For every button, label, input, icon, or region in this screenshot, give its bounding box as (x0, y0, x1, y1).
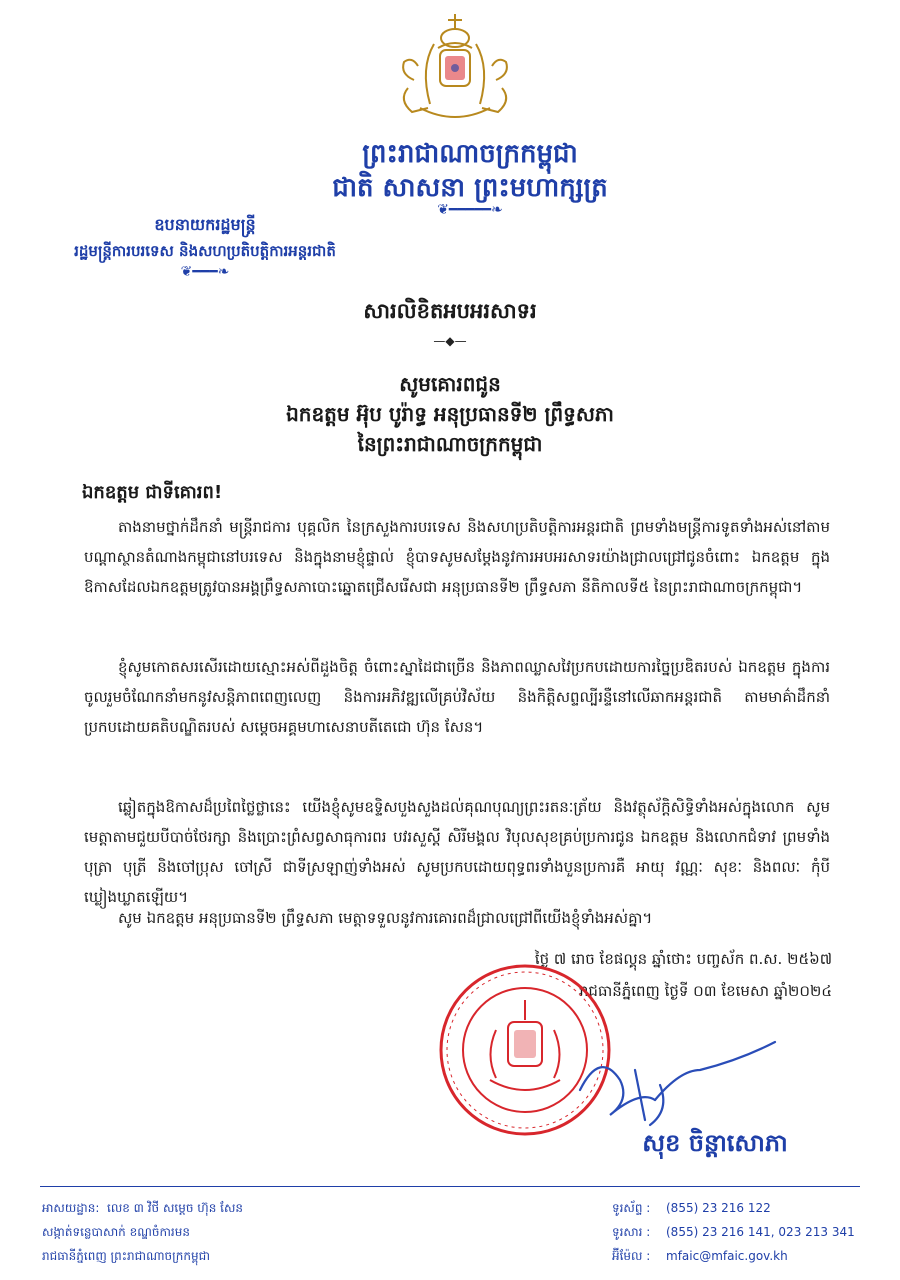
footer-address-row-3: រាជធានីភ្នំពេញ ព្រះរាជាណាចក្រកម្ពុជា (42, 1249, 210, 1263)
kingdom-motto: ជាតិ សាសនា ព្រះមហាក្សត្រ (332, 173, 608, 203)
ministry-subtitle: រដ្ឋមន្ត្រីការបរទេស និងសហប្រតិបត្តិការអន្តរជាតិ (74, 242, 336, 260)
paragraph-text: ឆ្លៀតក្នុងឱកាសដ៏ប្រពៃថ្លៃថ្លានេះ យើងខ្ញុំសូមឧទ្ទិសបួងសួងដល់គុណបុណ្យព្រះរតនៈត្រ័យ និងវត្ថុស័ក្តិសិទ្ធិទាំងអស់ក្នុងលោក សូមមេត្តាតាមជួយបីបាច់ថែរក្សា និងប្រោះព្រំសព្វសាធុការពរ បវរសួស្តី សិរីមង្គល វិបុលសុខគ្រប់ប្រការជូន ឯកឧត្តម និងលោកជំទាវ ព្រមទាំង បុត្រា បុត្រី និងចៅប្រុស ចៅស្រី ជាទីស្រឡាញ់ទាំងអស់ សូមប្រកបដោយពុទ្ធពរទាំងបួនប្រការគឺ អាយុ វណ្ណៈ សុខៈ និងពលៈ កុំបីឃ្លៀងឃ្លាតឡើយ។ (84, 798, 830, 906)
email-label: អ៊ីម៉ែល : (612, 1249, 651, 1263)
address-line-1: សូមគោរពជូន (399, 372, 501, 396)
footer-address-row-2: សង្កាត់ទន្លេបាសាក់ ខណ្ឌចំការមន (42, 1225, 190, 1239)
footer-address (42, 1196, 482, 1268)
ornament-divider-icon: —◆— (433, 334, 467, 348)
body-paragraph-3 (84, 792, 830, 912)
lunar-date: ថ្ងៃ ៧ រោច ខែផល្គុន ឆ្នាំថោះ បញ្ចស័ក ព.ស. ២៥៦៧ (534, 950, 832, 968)
email-link[interactable]: mfaic@mfaic.gov.kh (666, 1249, 788, 1263)
body-paragraph-4 (84, 903, 830, 933)
footer-contacts (612, 1196, 872, 1268)
footer-divider (40, 1186, 860, 1187)
footer-fax-row (612, 1220, 872, 1244)
address-line-3: នៃព្រះរាជាណាចក្រកម្ពុជា (357, 432, 543, 456)
kingdom-name: ព្រះរាជាណាចក្រកម្ពុជា (362, 139, 578, 169)
body-paragraph-2 (84, 652, 830, 742)
phone-label: ទូរស័ព្ទ : (612, 1201, 651, 1215)
fax-label: ទូរសារ : (612, 1225, 651, 1239)
signature-icon (560, 1030, 790, 1140)
footer-address-row-1 (42, 1196, 482, 1220)
ornament-divider-icon: ❦━━━━━❧ (437, 202, 503, 218)
phone-value: (855) 23 216 122 (666, 1201, 771, 1215)
paragraph-text: តាងនាមថ្នាក់ដឹកនាំ មន្ត្រីរាជការ បុគ្គលិក នៃក្រសួងការបរទេស និងសហប្រតិបត្តិការអន្តរជាតិ ព្រមទាំងមន្ត្រីការទូតទាំងអស់នៅតាមបណ្តាស្ថានតំណាងកម្ពុជានៅបរទេស និងក្នុងនាមខ្ញុំផ្ទាល់ ខ្ញុំបាទសូមសម្តែងនូវការអបអរសាទរយ៉ាងជ្រាលជ្រៅជូនចំពោះ ឯកឧត្តម ក្នុងឱកាសដែលឯកឧត្តមត្រូវបានអង្គព្រឹទ្ធសភាបោះឆ្នោតជ្រើសរើសជា អនុប្រធានទី២ ព្រឹទ្ធសភា នីតិកាលទី៥ នៃព្រះរាជាណាចក្រកម្ពុជា។ (84, 518, 830, 596)
signer-name: សុខ ចិន្តាសោភា (642, 1129, 788, 1157)
paragraph-text: សូម ឯកឧត្តម អនុប្រធានទី២ ព្រឹទ្ធសភា មេត្តាទទួលនូវការគោរពដ៏ជ្រាលជ្រៅពីយើងខ្ញុំទាំងអស់គ្នា។ (118, 909, 653, 927)
fax-value: (855) 23 216 141, 023 213 341 (666, 1225, 855, 1239)
ministry-title: ឧបនាយករដ្ឋមន្ត្រី (154, 215, 256, 234)
document-title: សារលិខិតអបអរសាទរ (363, 299, 537, 323)
paragraph-text: ខ្ញុំសូមកោតសរសើរដោយស្មោះអស់ពីដួងចិត្ត ចំពោះស្នាដៃជាច្រើន និងភាពឈ្លាសវៃប្រកបដោយការច្នៃប្រឌិតរបស់ ឯកឧត្តម ក្នុងការចូលរួមចំណែកនាំមកនូវសន្តិភាពពេញលេញ និងការអភិវឌ្ឍលើគ្រប់វិស័យ និងកិត្តិសព្ទល្បីរន្ទឺនៅលើឆាកអន្តរជាតិ តាមមាគ៌ាដឹកនាំប្រកបដោយគតិបណ្ឌិតរបស់ សម្តេចអគ្គមហាសេនាបតីតេជោ ហ៊ុន សែន។ (84, 658, 830, 736)
salutation: ឯកឧត្តម ជាទីគោរព! (82, 482, 223, 503)
footer-phone-row (612, 1196, 872, 1220)
footer-email-row (612, 1244, 872, 1268)
ornament-divider-icon: ❦━━━❧ (180, 264, 230, 280)
royal-emblem-icon (390, 8, 520, 128)
address-line-2: ឯកឧត្តម អ៊ុប បូរ៉ាទ្ធ អនុប្រធានទី២ ព្រឹទ្ធសភា (286, 402, 614, 426)
solar-date: រាជធានីភ្នំពេញ ថ្ងៃទី ០៣ ខែមេសា ឆ្នាំ២០២៤ (578, 982, 832, 1000)
address-line-1: លេខ ៣ វិថី សម្តេច ហ៊ុន សែន (107, 1201, 243, 1215)
address-label: អាសយដ្ឋាន: (42, 1201, 100, 1215)
body-paragraph-1 (84, 512, 830, 602)
